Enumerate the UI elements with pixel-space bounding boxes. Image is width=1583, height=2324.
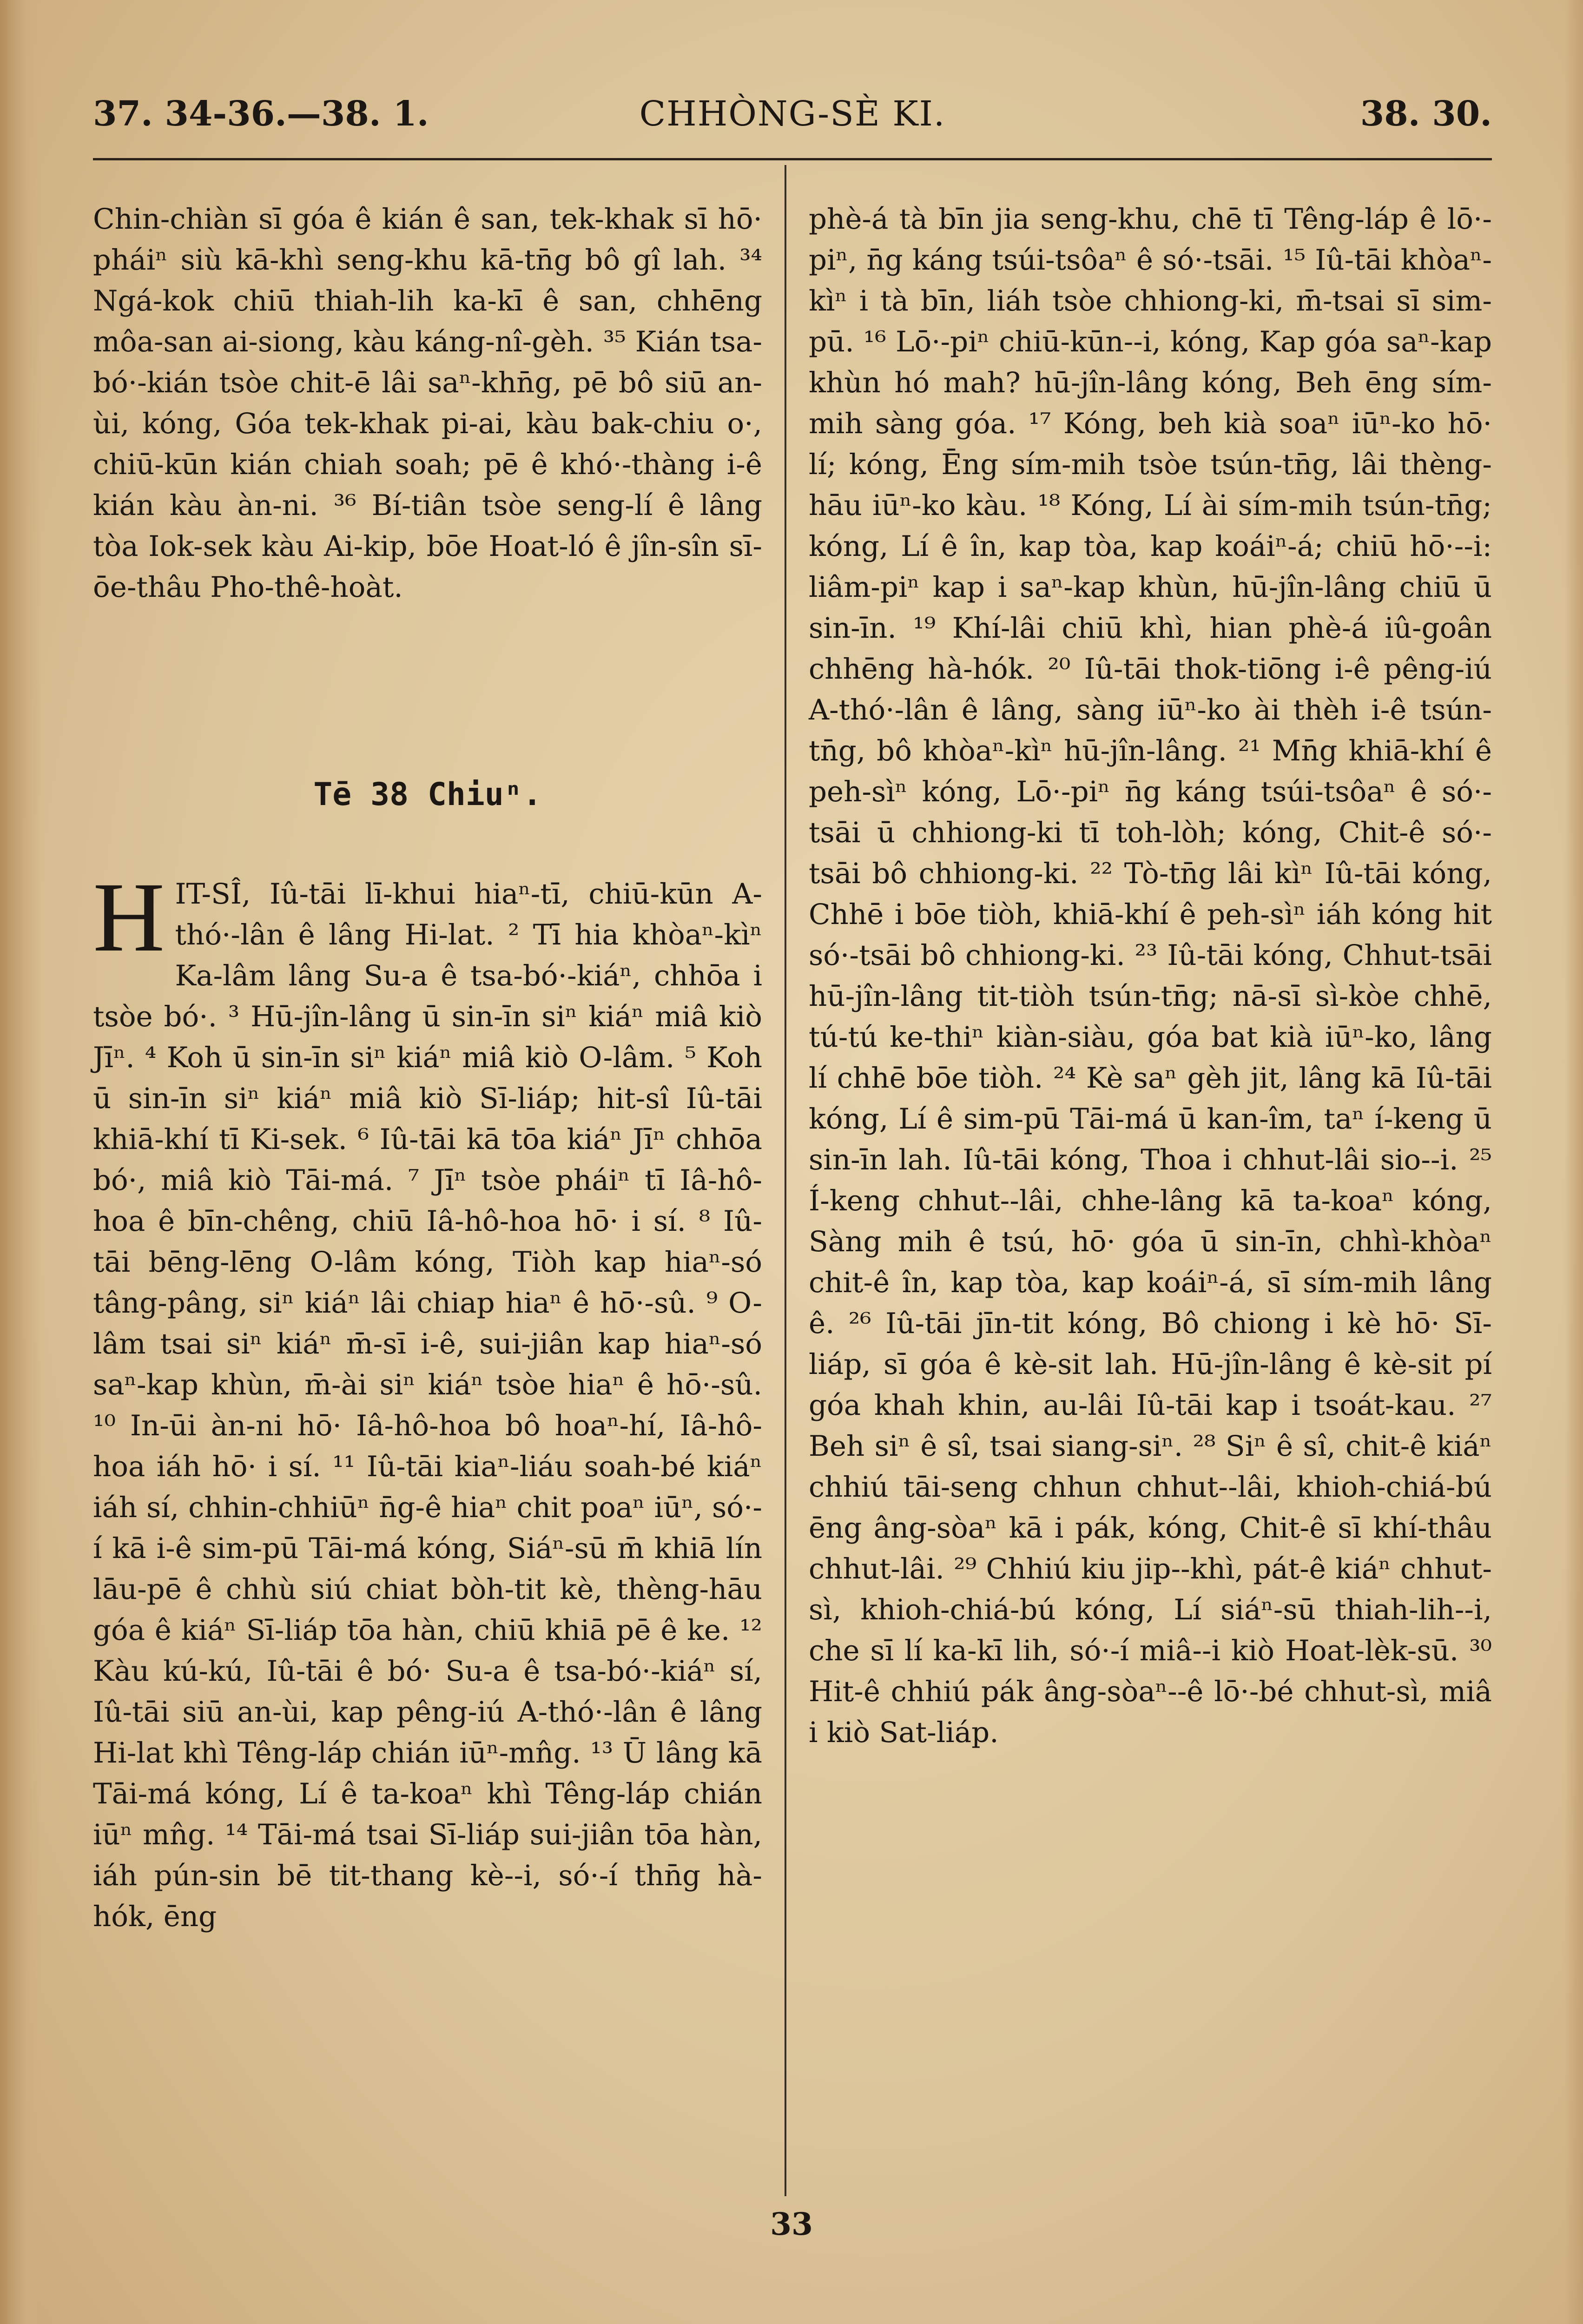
- page-edge-right: [1564, 0, 1583, 2324]
- right-column: [809, 199, 1492, 1753]
- page-edge-left: [0, 0, 42, 2324]
- left-reference: 37. 34-36.—38. 1.: [93, 94, 429, 134]
- page-title: CHHÒNG-SÈ KI.: [639, 94, 946, 134]
- left-column-top: [93, 199, 762, 608]
- header-rule: [93, 158, 1492, 160]
- column-divider: [785, 165, 786, 2196]
- running-head: [93, 88, 1492, 139]
- chapter-heading: Tē 38 Chiuⁿ.: [313, 776, 542, 813]
- chapter-37-ending-text: Chin-chiàn sī góa ê kián ê san, tek-khak sī hō· pháiⁿ siù kā-khì seng-khu kā-tn̄g bô gî lah. ³⁴ Ngá-kok chiū thiah-lih ka-kī ê san, chhēng môa-san ai-siong, kàu káng-nî-gèh. ³⁵ Kián tsa-bó·-kián tsòe chit-ē lâi saⁿ-khn̄g, pē bô siū an-ùi, kóng, Góa tek-khak pi-ai, kàu bak-chiu o·, chiū-kūn kián chiah soah; pē ê khó·-thàng i-ê kián kàu àn-ni. ³⁶ Bí-tiân tsòe seng-lí ê lâng tòa Iok-sek kàu Ai-kip, bōe Hoat-ló ê jîn-sîn sī-ōe-thâu Pho-thê-hoàt.: [93, 203, 762, 604]
- dropcap-letter: H: [93, 862, 165, 972]
- right-column-text: phè-á tà bīn jia seng-khu, chē tī Têng-láp ê lō·-piⁿ, n̄g káng tsúi-tsôaⁿ ê só·-tsāi. ¹⁵ Iû-tāi khòaⁿ-kìⁿ i tà bīn, liáh tsòe chhiong-ki, m̄-tsai sī sim-pū. ¹⁶ Lō·-piⁿ chiū-kūn--i, kóng, Kap góa saⁿ-kap khùn hó mah? hū-jîn-lâng kóng, Beh ēng sím-mih sàng góa. ¹⁷ Kóng, beh kià soaⁿ iūⁿ-ko hō· lí; kóng, Ēng sím-mih tsòe tsún-tn̄g, lâi thèng-hāu iūⁿ-ko kàu. ¹⁸ Kóng, Lí ài sím-mih tsún-tn̄g; kóng, Lí ê în, kap tòa, kap koáiⁿ-á; chiū hō·--i: liâm-piⁿ kap i saⁿ-kap khùn, hū-jîn-lâng chiū ū sin-īn. ¹⁹ Khí-lâi chiū khì, hian phè-á iû-goân chhēng hà-hók. ²⁰ Iû-tāi thok-tiōng i-ê pêng-iú A-thó·-lân ê lâng, sàng iūⁿ-ko ài thèh i-ê tsún-tn̄g, bô khòaⁿ-kìⁿ hū-jîn-lâng. ²¹ Mn̄g khiā-khí ê peh-sìⁿ kóng, Lō·-piⁿ n̄g káng tsúi-tsôaⁿ ê só·-tsāi ū chhiong-ki tī toh-lòh; kóng, Chit-ê só·-tsāi bô chhiong-ki. ²² Tò-tn̄g lâi kìⁿ Iû-tāi kóng, Chhē i bōe tiòh, khiā-khí ê peh-sìⁿ iáh kóng hit só·-tsāi bô chhiong-ki. ²³ Iû-tāi kóng, Chhut-tsāi hū-jîn-lâng tit-tiòh tsún-tn̄g; nā-sī sì-kòe chhē, tú-tú ke-thiⁿ kiàn-siàu, góa bat kià iūⁿ-ko, lâng lí chhē bōe tiòh. ²⁴ Kè saⁿ gèh jit, lâng kā Iû-tāi kóng, Lí ê sim-pū Tāi-má ū kan-îm, taⁿ í-keng ū sin-īn lah. Iû-tāi kóng, Thoa i chhut-lâi sio--i. ²⁵ Í-keng chhut--lâi, chhe-lâng kā ta-koaⁿ kóng, Sàng mih ê tsú, hō· góa ū sin-īn, chhì-khòaⁿ chit-ê în, kap tòa, kap koáiⁿ-á, sī sím-mih lâng ê. ²⁶ Iû-tāi jīn-tit kóng, Bô chiong i kè hō· Sī-liáp, sī góa ê kè-sit lah. Hū-jîn-lâng ê kè-sit pí góa khah khin, au-lâi Iû-tāi kap i tsoát-kau. ²⁷ Beh siⁿ ê sî, tsai siang-siⁿ. ²⁸ Siⁿ ê sî, chit-ê kiáⁿ chhiú tāi-seng chhun chhut--lâi, khioh-chiá-bú ēng âng-sòaⁿ kā i pák, kóng, Chit-ê sī khí-thâu chhut-lâi. ²⁹ Chhiú kiu jip--khì, pát-ê kiáⁿ chhut-sì, khioh-chiá-bú kóng, Lí siáⁿ-sū thiah-lih--i, che sī lí ka-kī lih, só·-í miâ--i kiò Hoat-lèk-sū. ³⁰ Hit-ê chhiú pák âng-sòaⁿ--ê lō·-bé chhut-sì, miâ i kiò Sat-liáp.: [809, 203, 1492, 1749]
- page-number: 33: [770, 2206, 813, 2242]
- right-reference: 38. 30.: [1360, 94, 1492, 134]
- chapter-38-body: IT-SÎ, Iû-tāi lī-khui hiaⁿ-tī, chiū-kūn A-thó·-lân ê lâng Hi-lat. ² Tī hia khòaⁿ-kìⁿ Ka-lâm lâng Su-a ê tsa-bó·-kiáⁿ, chhōa i tsòe bó·. ³ Hū-jîn-lâng ū sin-īn siⁿ kiáⁿ miâ kiò Jīⁿ. ⁴ Koh ū sin-īn siⁿ kiáⁿ miâ kiò O-lâm. ⁵ Koh ū sin-īn siⁿ kiáⁿ miâ kiò Sī-liáp; hit-sî Iû-tāi khiā-khí tī Ki-sek. ⁶ Iû-tāi kā tōa kiáⁿ Jīⁿ chhōa bó·, miâ kiò Tāi-má. ⁷ Jīⁿ tsòe pháiⁿ tī Iâ-hô-hoa ê bīn-chêng, chiū Iâ-hô-hoa hō· i sí. ⁸ Iû-tāi bēng-lēng O-lâm kóng, Tiòh kap hiaⁿ-só tâng-pâng, siⁿ kiáⁿ lâi chiap hiaⁿ ê hō·-sû. ⁹ O-lâm tsai siⁿ kiáⁿ m̄-sī i-ê, sui-jiân kap hiaⁿ-só saⁿ-kap khùn, m̄-ài siⁿ kiáⁿ tsòe hiaⁿ ê hō·-sû. ¹⁰ In-ūi àn-ni hō· Iâ-hô-hoa bô hoaⁿ-hí, Iâ-hô-hoa iáh hō· i sí. ¹¹ Iû-tāi kiaⁿ-liáu soah-bé kiáⁿ iáh sí, chhin-chhiūⁿ n̄g-ê hiaⁿ chit poaⁿ iūⁿ, só·-í kā i-ê sim-pū Tāi-má kóng, Siáⁿ-sū m̄ khiā lín lāu-pē ê chhù siú chiat bòh-tit kè, thèng-hāu góa ê kiáⁿ Sī-liáp tōa hàn, chiū khiā pē ê ke. ¹² Kàu kú-kú, Iû-tāi ê bó· Su-a ê tsa-bó·-kiáⁿ sí, Iû-tāi siū an-ùi, kap pêng-iú A-thó·-lân ê lâng Hi-lat khì Têng-láp chián iūⁿ-mn̂g. ¹³ Ū lâng kā Tāi-má kóng, Lí ê ta-koaⁿ khì Têng-láp chián iūⁿ mn̂g. ¹⁴ Tāi-má tsai Sī-liáp sui-jiân tōa hàn, iáh pún-sin bē tit-thang kè--i, só·-í thn̄g hà-hók, ēng: [93, 878, 762, 1933]
- chapter-38-text: [93, 862, 762, 1937]
